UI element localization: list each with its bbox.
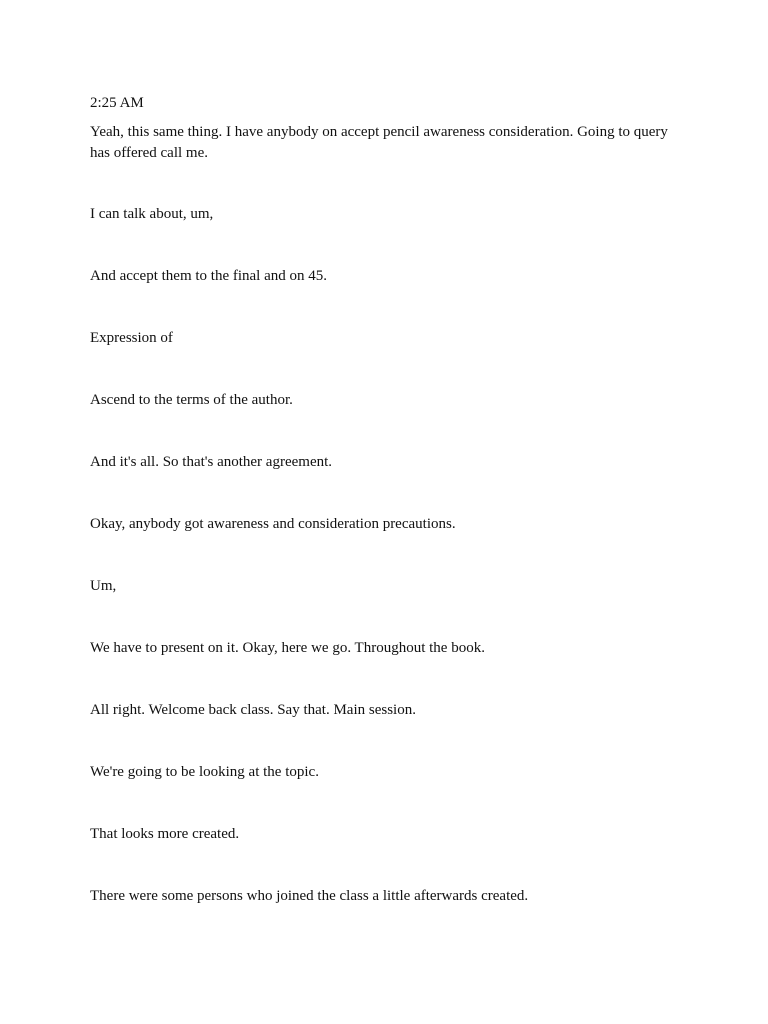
transcript-paragraph: Um, <box>90 578 117 594</box>
transcript-paragraph: Yeah, this same thing. I have anybody on accept pencil awareness consideration. Going to query has offered call me. <box>90 124 668 161</box>
transcript-paragraph: Ascend to the terms of the author. <box>90 392 293 408</box>
transcript-paragraph: We have to present on it. Okay, here we go. Throughout the book. <box>90 640 485 656</box>
transcript-paragraph: That looks more created. <box>90 826 240 842</box>
transcript-paragraph: There were some persons who joined the class a little afterwards created. <box>90 888 529 904</box>
transcript-paragraph: And it's all. So that's another agreement. <box>90 454 333 470</box>
transcript-paragraph: Expression of <box>90 330 173 346</box>
transcript-paragraph: All right. Welcome back class. Say that. Main session. <box>90 702 416 718</box>
transcript-paragraph: Okay, anybody got awareness and consideration precautions. <box>90 516 456 532</box>
timestamp: 2:25 AM <box>90 95 144 111</box>
transcript-paragraph: We're going to be looking at the topic. <box>90 764 319 780</box>
transcript-page <box>90 93 690 948</box>
transcript-paragraph: I can talk about, um, <box>90 206 214 222</box>
transcript-paragraph: And accept them to the final and on 45. <box>90 268 328 284</box>
